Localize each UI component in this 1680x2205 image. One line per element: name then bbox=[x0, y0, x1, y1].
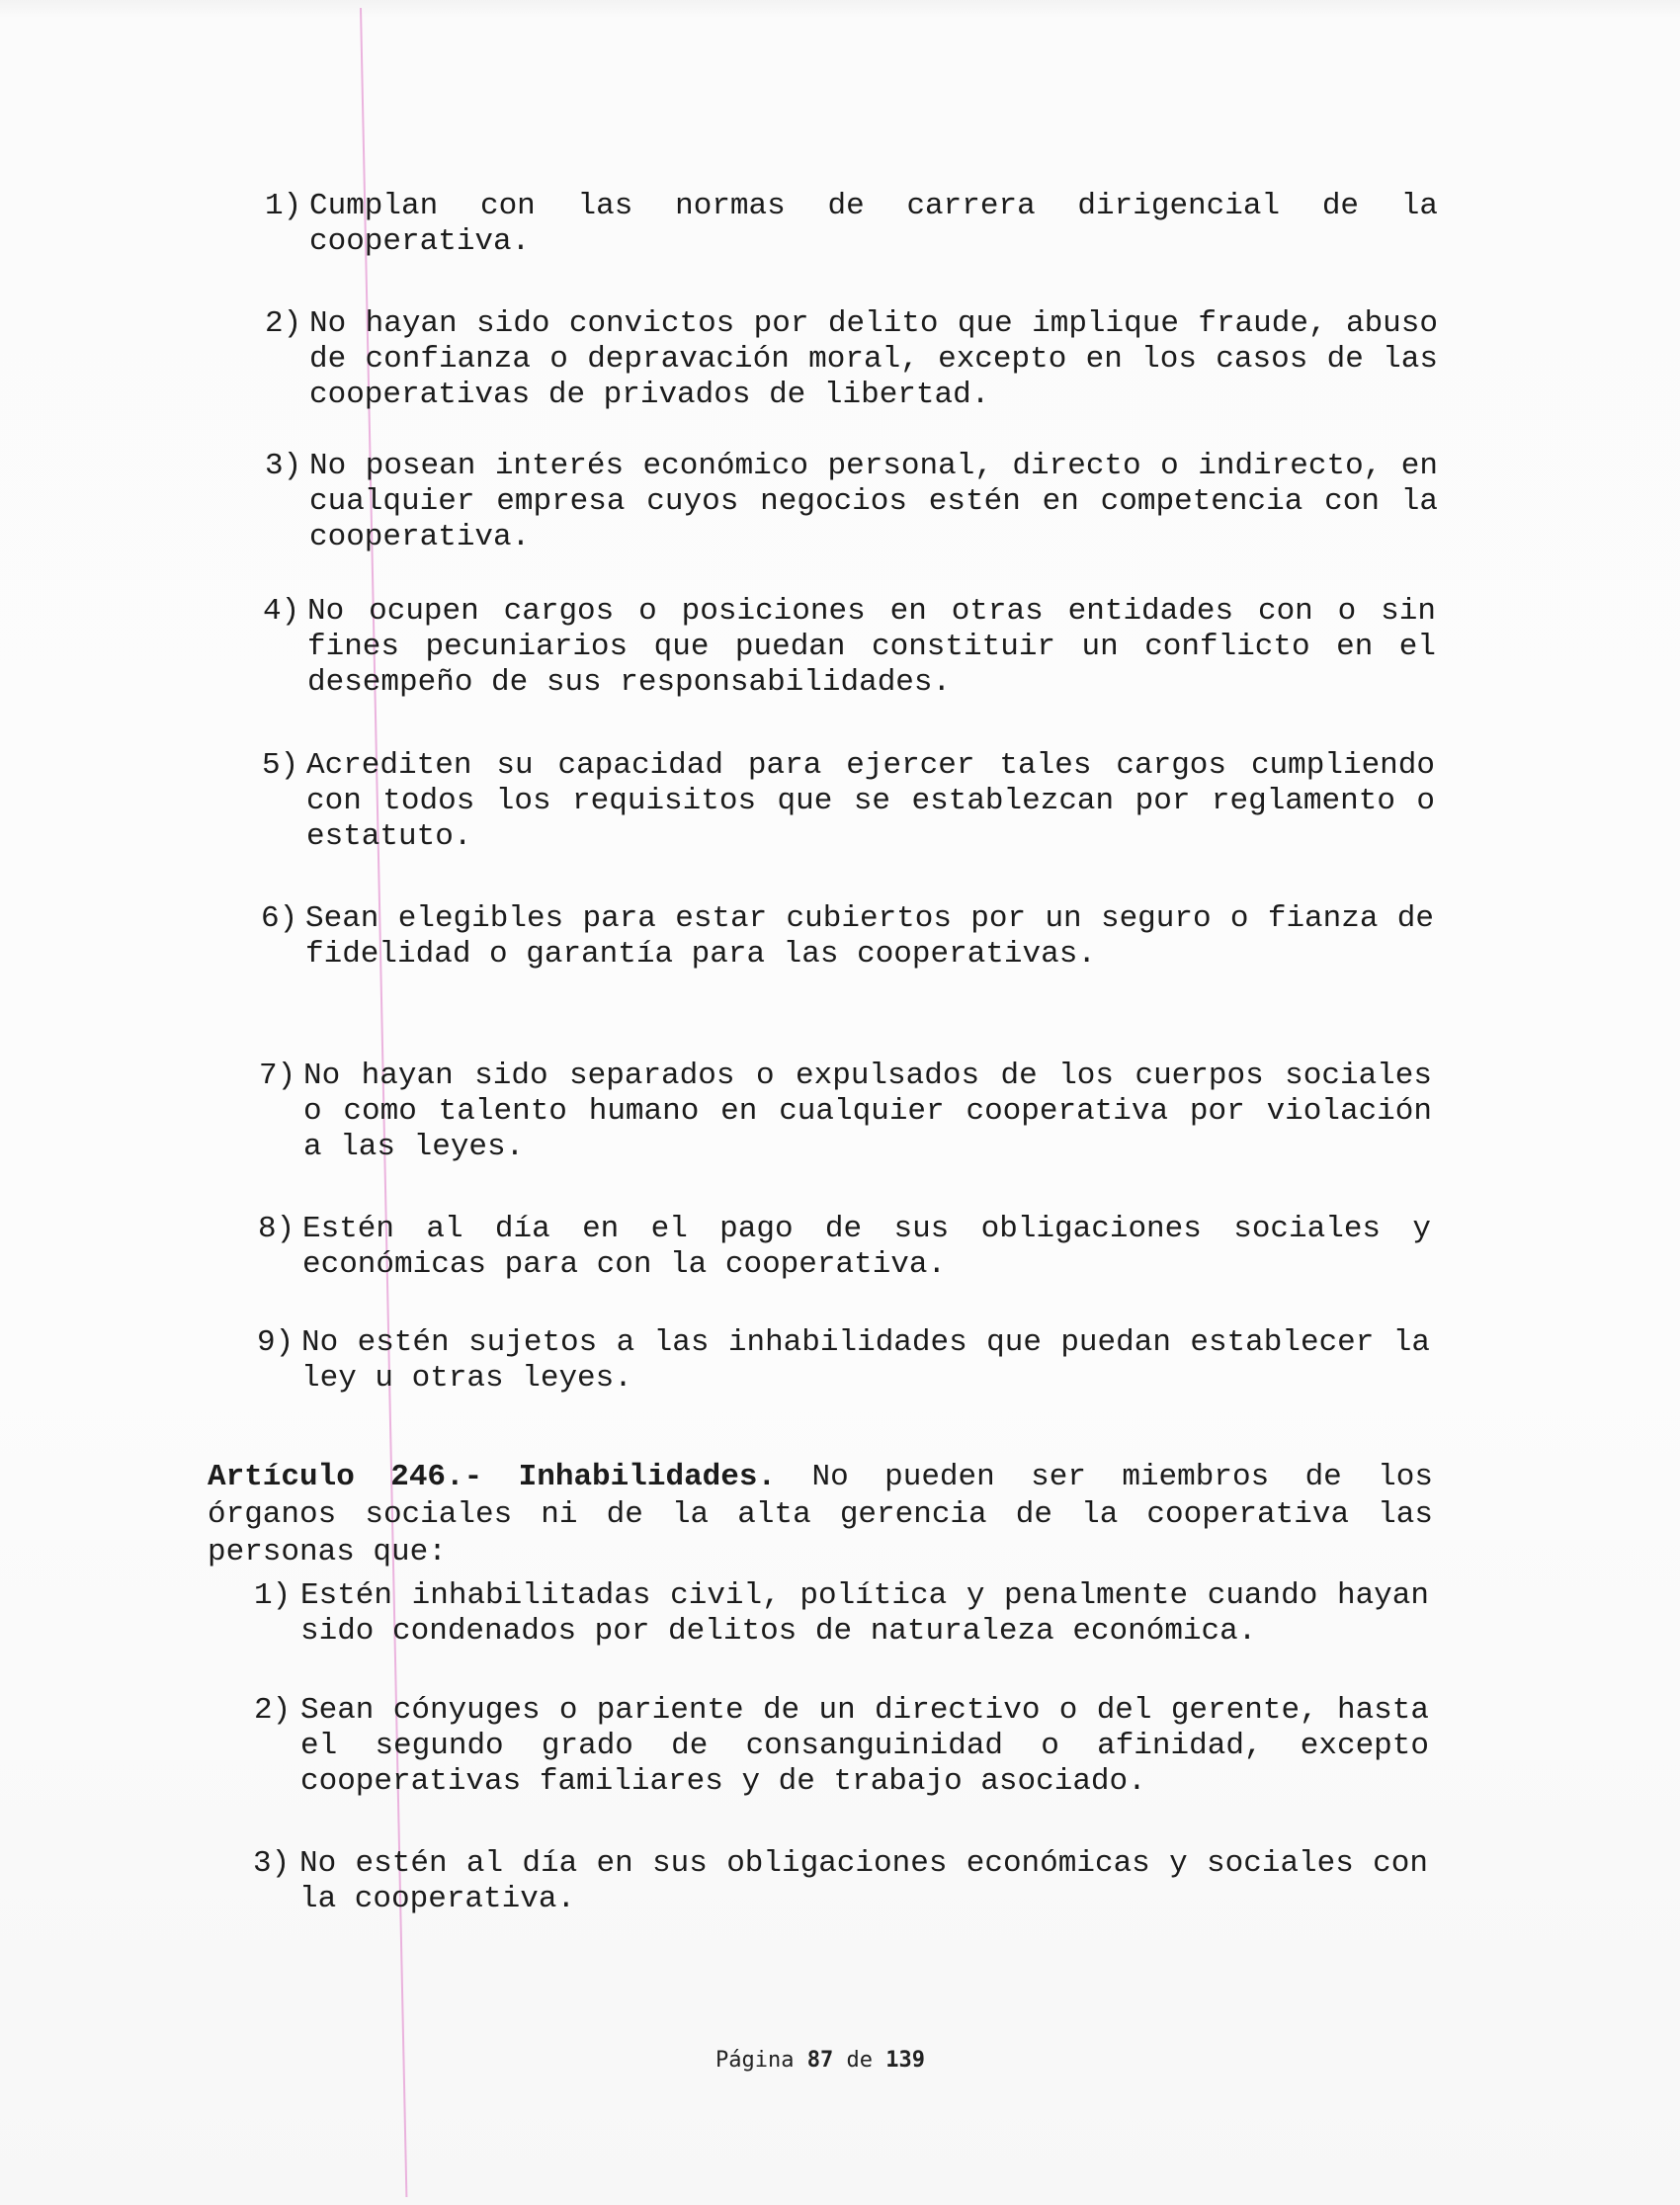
list-item-number: 5) bbox=[262, 748, 299, 783]
list-item-number: 3) bbox=[253, 1846, 291, 1881]
list-item-text: Acrediten su capacidad para ejercer tales cargos cumpliendo con todos los requisitos que se establezcan por reglamento o estatuto. bbox=[306, 748, 1435, 854]
article-heading: Artículo 246.- Inhabilidades. bbox=[208, 1460, 777, 1494]
article-246-paragraph bbox=[208, 1459, 1433, 1571]
page-total: 139 bbox=[885, 2048, 925, 2073]
list-item-text: No hayan sido convictos por delito que implique fraude, abuso de confianza o depravación moral, excepto en los casos de las cooperativas de privados de libertad. bbox=[309, 306, 1438, 412]
list-item-number: 1) bbox=[254, 1578, 292, 1613]
page-number: 87 bbox=[806, 2048, 834, 2073]
list-item-number: 2) bbox=[265, 306, 302, 341]
list-item-text: No ocupen cargos o posiciones en otras entidades con o sin fines pecuniarios que puedan constituir un conflicto en el desempeño de sus responsabilidades. bbox=[307, 594, 1436, 700]
list-item-text: Sean cónyuges o pariente de un directivo o del gerente, hasta el segundo grado de consanguinidad o afinidad, excepto cooperativas familiares y de trabajo asociado. bbox=[300, 1693, 1429, 1799]
list-item-text: No hayan sido separados o expulsados de los cuerpos sociales o como talento humano en cualquier cooperativa por violación a las leyes. bbox=[303, 1059, 1432, 1164]
page-word: Página bbox=[715, 2048, 795, 2073]
list-item-number: 2) bbox=[254, 1693, 292, 1728]
list-item-number: 6) bbox=[261, 901, 298, 936]
list-item-number: 9) bbox=[257, 1325, 294, 1360]
list-item-text: No estén al día en sus obligaciones económicas y sociales con la cooperativa. bbox=[299, 1846, 1428, 1916]
of-word: de bbox=[846, 2048, 873, 2073]
list-item-text: Estén al día en el pago de sus obligaciones sociales y económicas para con la cooperativa. bbox=[302, 1212, 1431, 1282]
list-item-number: 3) bbox=[265, 449, 302, 483]
page-footer bbox=[0, 2048, 1640, 2073]
list-item-text: Cumplan con las normas de carrera dirigencial de la cooperativa. bbox=[309, 189, 1438, 259]
list-item-text: Sean elegibles para estar cubiertos por un seguro o fianza de fidelidad o garantía para las cooperativas. bbox=[305, 901, 1434, 972]
list-item-text: Estén inhabilitadas civil, política y penalmente cuando hayan sido condenados por delitos de naturaleza económica. bbox=[300, 1578, 1429, 1649]
list-item-number: 4) bbox=[263, 594, 300, 629]
list-item-text: No posean interés económico personal, directo o indirecto, en cualquier empresa cuyos negocios estén en competencia con la cooperativa. bbox=[309, 449, 1438, 554]
article-body: No pueden ser miembros de los órganos sociales ni de la alta gerencia de la cooperativa las personas que: bbox=[208, 1460, 1433, 1569]
list-item-number: 7) bbox=[259, 1059, 296, 1093]
list-item-number: 1) bbox=[265, 189, 302, 223]
list-item-number: 8) bbox=[258, 1212, 295, 1246]
list-item-text: No estén sujetos a las inhabilidades que puedan establecer la ley u otras leyes. bbox=[301, 1325, 1430, 1396]
